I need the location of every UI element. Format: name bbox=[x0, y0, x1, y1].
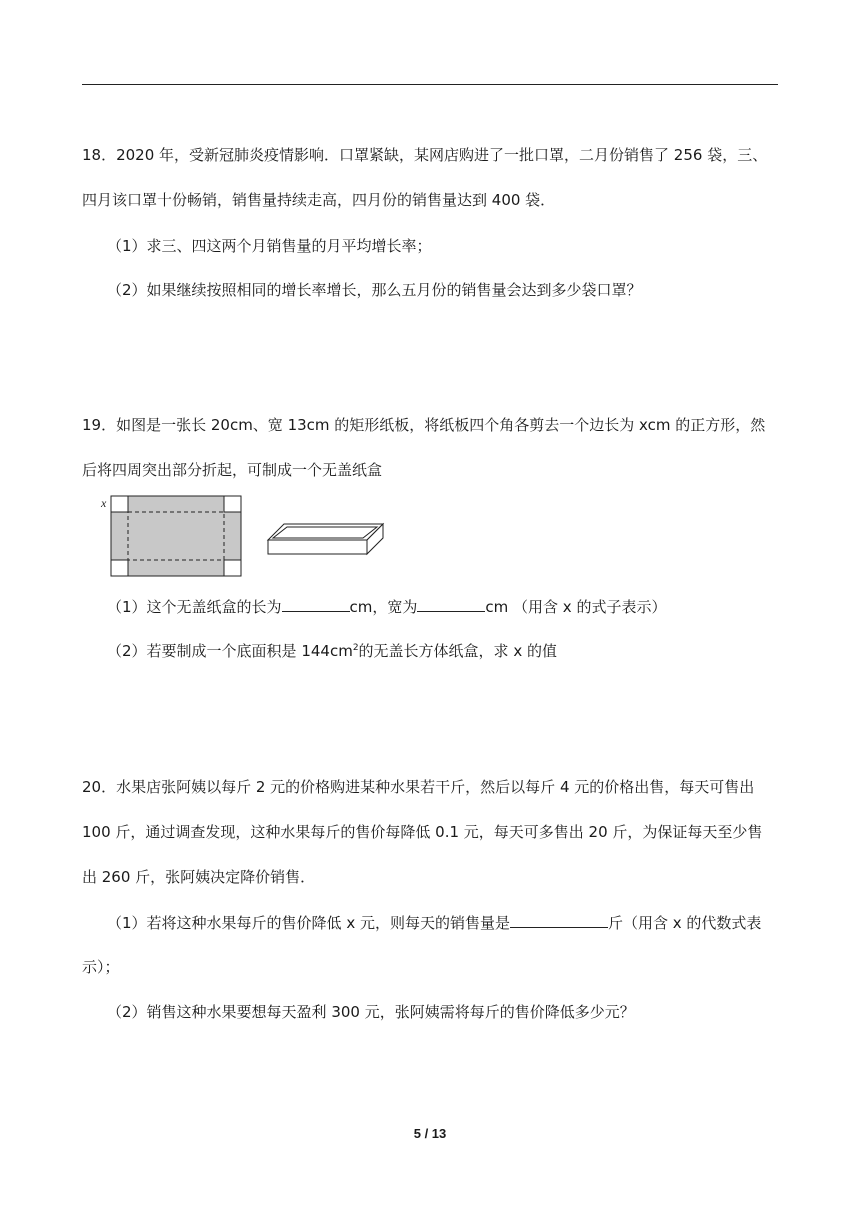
q20-line-3: 出 260 斤，张阿姨决定降价销售． bbox=[82, 868, 316, 886]
answer-blank-sales[interactable] bbox=[510, 912, 608, 928]
answer-blank-width[interactable] bbox=[417, 596, 485, 612]
q20-line-1: 20．水果店张阿姨以每斤 2 元的价格购进某种水果若干斤，然后以每斤 4 元的价格出售，每天可售出 bbox=[82, 778, 755, 796]
answer-blank-length[interactable] bbox=[282, 596, 350, 612]
q20-line-2: 100 斤，通过调查发现，这种水果每斤的售价每降低 0.1 元，每天可多售出 20 斤，为保证每天至少售 bbox=[82, 823, 763, 841]
q19-figure bbox=[100, 492, 390, 582]
q18-line-2: 四月该口罩十份畅销，销售量持续走高，四月份的销售量达到 400 袋． bbox=[82, 191, 556, 209]
q19-part-2: （2）若要制成一个底面积是 $144cm^2$的无盖长方体纸盒，求 x 的值 bbox=[107, 642, 557, 660]
q20-part-1-cont: 示）； bbox=[82, 958, 120, 976]
x-label: x bbox=[101, 496, 107, 510]
q20-part-1: （1）若将这种水果每斤的售价降低 x 元，则每天的销售量是 斤（用含 x 的代数式表 bbox=[107, 914, 762, 932]
header-rule bbox=[82, 84, 778, 85]
q18-part-1: （1）求三、四这两个月销售量的月平均增长率； bbox=[107, 237, 432, 255]
cut-sheet-diagram bbox=[100, 496, 241, 576]
page-number: 5 / 13 bbox=[413, 1126, 447, 1141]
q19-line-1: 19．如图是一张长 20cm、宽 13cm 的矩形纸板，将纸板四个角各剪去一个边长为 xcm 的正方形，然 bbox=[82, 416, 766, 434]
q18-line-1: 18．2020 年，受新冠肺炎疫情影响．口罩紧缺，某网店购进了一批口罩，二月份销售了 256 袋，三、 bbox=[82, 146, 768, 164]
open-box-diagram bbox=[268, 524, 383, 554]
q18-part-2: （2）如果继续按照相同的增长率增长，那么五月份的销售量会达到多少袋口罩？ bbox=[107, 281, 642, 299]
q19-line-2: 后将四周突出部分折起，可制成一个无盖纸盒 bbox=[82, 461, 383, 479]
q19-part-1: （1）这个无盖纸盒的长为 cm，宽为 cm （用含 x 的式子表示） bbox=[107, 598, 667, 616]
q20-part-2: （2）销售这种水果要想每天盈利 300 元，张阿姨需将每斤的售价降低多少元？ bbox=[107, 1003, 635, 1021]
